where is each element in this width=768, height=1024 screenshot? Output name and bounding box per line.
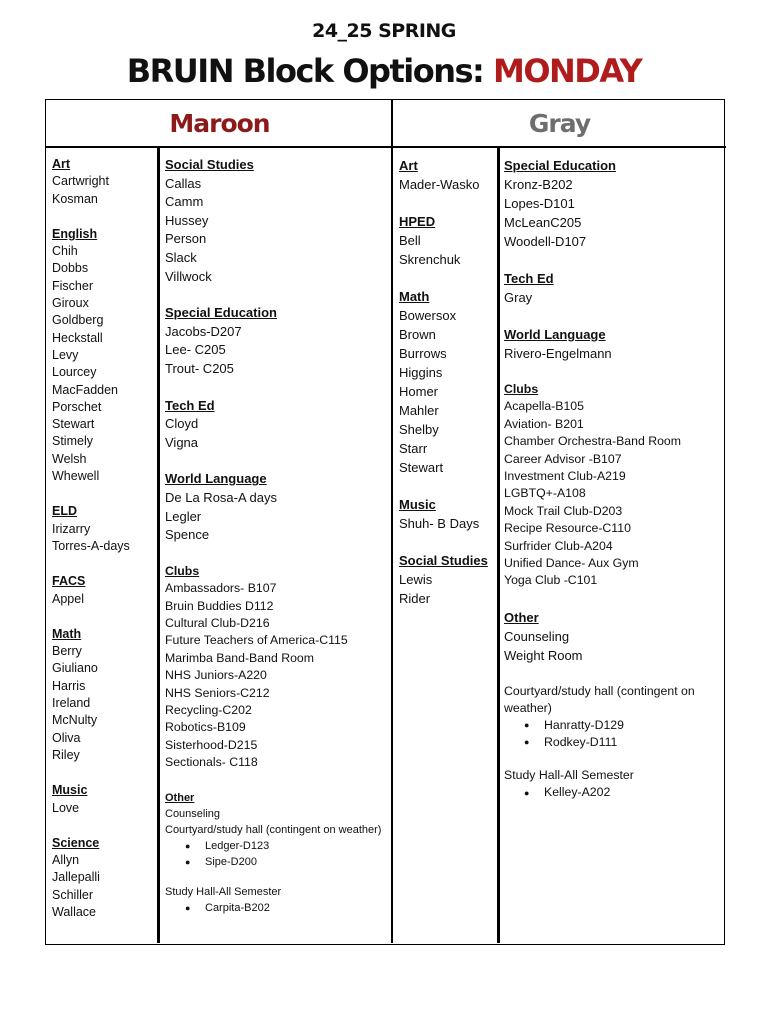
section-heading: Science [52, 835, 100, 850]
teacher-name: Callas [165, 175, 202, 191]
teacher-name: Jallepalli [52, 870, 100, 885]
teacher-name: Chih [52, 244, 78, 259]
section-world-language [165, 470, 389, 544]
block-options-table [45, 99, 725, 945]
club-entry: Future Teachers of America-C115 [165, 633, 348, 648]
courtyard-label: Courtyard/study hall (contingent on weather) [165, 823, 382, 836]
section-heading: FACS [52, 574, 86, 589]
teacher-name: Slack [165, 249, 197, 265]
section-special-education [165, 304, 389, 378]
teacher-name: Higgins [399, 365, 443, 380]
teacher-name: Schiller [52, 887, 93, 902]
section-heading: Other [165, 791, 195, 804]
section-heading: Math [52, 626, 82, 641]
section-math [399, 287, 499, 477]
list-item: ● Rodkey-D111 [526, 734, 722, 751]
gray-right-column [504, 156, 722, 802]
teacher-name: Kronz-B202 [504, 177, 573, 192]
maroon-left-column [52, 156, 156, 939]
teacher-name: Giroux [52, 296, 89, 311]
teacher-name: Stewart [399, 460, 444, 475]
teacher-name: Berry [52, 644, 82, 659]
club-entry: Bruin Buddies D112 [165, 598, 274, 613]
section-tech-ed [504, 269, 722, 307]
club-entry: Sectionals- C118 [165, 755, 258, 770]
club-entry: Unified Dance- Aux Gym [504, 556, 639, 571]
teacher-name: Homer [399, 384, 439, 399]
counseling-entry: Counseling [165, 807, 221, 820]
teacher-name: Gray [504, 290, 533, 305]
teacher-name: Bell [399, 233, 421, 248]
teacher-name: Burrows [399, 346, 447, 361]
section-heading: World Language [504, 327, 606, 342]
teacher-name: Dobbs [52, 261, 89, 276]
center-divider [391, 100, 393, 943]
teacher-name: Ireland [52, 696, 91, 711]
study-hall-label: Study Hall-All Semester [165, 885, 282, 898]
section-math [52, 626, 156, 764]
teacher-name: De La Rosa-A days [165, 489, 278, 505]
maroon-right-column [165, 156, 389, 916]
teacher-name: McLeanC205 [504, 215, 582, 230]
club-entry: NHS Juniors-A220 [165, 668, 267, 683]
section-heading: HPED [399, 214, 436, 229]
teacher-name: Starr [399, 441, 428, 456]
other-entry: Counseling [504, 628, 570, 644]
club-entry: Career Advisor -B107 [504, 451, 622, 466]
maroon-column-divider [157, 148, 160, 943]
teacher-name: Fischer [52, 278, 93, 293]
teacher-name: Rivero-Engelmann [504, 346, 612, 361]
teacher-name: Jacobs-D207 [165, 323, 242, 339]
teacher-name: McNulty [52, 713, 98, 728]
teacher-name: Wallace [52, 904, 96, 919]
teacher-name: Trout- C205 [165, 360, 234, 376]
other-entry: Weight Room [504, 647, 583, 663]
teacher-name: Cloyd [165, 416, 199, 432]
teacher-name: Shuh- B Days [399, 516, 480, 531]
section-heading: Special Education [504, 158, 616, 173]
courtyard-list [504, 717, 722, 752]
section-heading: English [52, 226, 98, 241]
list-item: ● Ledger-D123 [187, 838, 389, 854]
section-heading: Social Studies [399, 553, 488, 568]
section-art [399, 156, 499, 194]
title-day: MONDAY [492, 52, 642, 90]
section-art [52, 156, 156, 208]
section-tech-ed [165, 397, 389, 453]
study-hall-label: Study Hall-All Semester [504, 768, 634, 783]
teacher-name: Hussey [165, 212, 209, 228]
teacher-name: Stimely [52, 434, 93, 449]
teacher-name: Camm [165, 194, 204, 210]
section-heading: Math [399, 289, 430, 304]
club-entry: Yoga Club -C101 [504, 573, 598, 588]
section-facs [52, 573, 156, 608]
teacher-name: Lee- C205 [165, 342, 226, 358]
section-clubs [165, 563, 389, 772]
teacher-name: Love [52, 800, 80, 815]
title-prefix: BRUIN Block Options: [126, 52, 493, 90]
teacher-name: Riley [52, 747, 80, 762]
teacher-name: Kosman [52, 191, 98, 206]
teacher-name: Irizarry [52, 521, 91, 536]
club-entry: Chamber Orchestra-Band Room [504, 434, 682, 449]
club-entry: Sisterhood-D215 [165, 737, 258, 752]
club-entry: Robotics-B109 [165, 720, 246, 735]
teacher-name: Levy [52, 347, 79, 362]
teacher-name: Harris [52, 678, 86, 693]
study-hall-list [165, 900, 389, 916]
teacher-name: Rider [399, 591, 431, 606]
teacher-name: Spence [165, 527, 210, 543]
club-entry: Investment Club-A219 [504, 469, 626, 484]
club-entry: Mock Trail Club-D203 [504, 503, 623, 518]
teacher-name: Porschet [52, 399, 102, 414]
teacher-name: Cartwright [52, 174, 109, 189]
teacher-name: Person [165, 231, 207, 247]
teacher-name: Villwock [165, 268, 212, 284]
teacher-name: Brown [399, 327, 436, 342]
teacher-name: Vigna [165, 434, 199, 450]
teacher-name: Whewell [52, 469, 100, 484]
list-item: ● Carpita-B202 [187, 900, 389, 916]
courtyard-label: Courtyard/study hall (contingent on weather) [504, 683, 695, 715]
gray-header: Gray [393, 100, 726, 148]
section-world-language [504, 325, 722, 363]
study-hall-list [504, 784, 722, 801]
section-special-education [504, 156, 722, 251]
section-music [52, 782, 156, 817]
section-courtyard [504, 683, 722, 802]
list-item: ● Sipe-D200 [187, 854, 389, 870]
section-heading: Art [52, 157, 71, 171]
section-social-studies [399, 551, 499, 608]
club-entry: Surfrider Club-A204 [504, 538, 613, 553]
section-heading: Tech Ed [165, 397, 215, 413]
club-entry: NHS Seniors-C212 [165, 685, 270, 700]
club-entry: LGBTQ+-A108 [504, 486, 586, 501]
teacher-name: Skrenchuk [399, 252, 461, 267]
section-heading: World Language [165, 471, 267, 487]
section-eld [52, 503, 156, 555]
teacher-name: Legler [165, 508, 202, 524]
teacher-name: Lourcey [52, 365, 97, 380]
maroon-header: Maroon [46, 100, 393, 148]
section-hped [399, 212, 499, 269]
section-heading: Special Education [165, 305, 277, 321]
section-heading: Other [504, 609, 539, 625]
section-heading: Music [399, 497, 436, 512]
list-item: ● Hanratty-D129 [526, 717, 722, 734]
teacher-name: Appel [52, 591, 84, 606]
teacher-name: Allyn [52, 853, 80, 868]
section-heading: Art [399, 158, 418, 173]
section-heading: ELD [52, 504, 77, 519]
section-heading: Social Studies [165, 157, 254, 172]
club-entry: Cultural Club-D216 [165, 615, 270, 630]
section-other [165, 790, 389, 916]
club-entry: Aviation- B201 [504, 416, 584, 431]
teacher-name: Oliva [52, 730, 81, 745]
teacher-name: Giuliano [52, 661, 98, 676]
teacher-name: Mahler [399, 403, 439, 418]
section-other [504, 608, 722, 665]
section-science [52, 835, 156, 921]
club-entry: Recipe Resource-C110 [504, 521, 631, 536]
gray-left-column [399, 156, 499, 626]
list-item: ● Kelley-A202 [526, 784, 722, 801]
section-music [399, 495, 499, 533]
teacher-name: Woodell-D107 [504, 234, 587, 249]
club-entry: Recycling-C202 [165, 702, 252, 717]
section-clubs [504, 381, 722, 590]
section-heading: Clubs [504, 382, 539, 396]
club-entry: Marimba Band-Band Room [165, 650, 314, 665]
term-label: 24_25 SPRING [312, 20, 456, 42]
teacher-name: Lopes-D101 [504, 196, 575, 211]
teacher-name: MacFadden [52, 382, 119, 397]
page-title [0, 52, 768, 90]
teacher-name: Welsh [52, 451, 87, 466]
section-english [52, 226, 156, 485]
teacher-name: Torres-A-days [52, 538, 130, 553]
teacher-name: Shelby [399, 422, 439, 437]
teacher-name: Bowersox [399, 308, 457, 323]
courtyard-list [165, 838, 389, 870]
section-social-studies [165, 156, 389, 286]
teacher-name: Stewart [52, 417, 95, 432]
section-heading: Clubs [165, 563, 200, 578]
section-heading: Music [52, 783, 88, 798]
teacher-name: Mader-Wasko [399, 177, 480, 192]
section-heading: Tech Ed [504, 271, 554, 286]
teacher-name: Heckstall [52, 330, 103, 345]
club-entry: Ambassadors- B107 [165, 581, 277, 596]
teacher-name: Lewis [399, 572, 433, 587]
teacher-name: Goldberg [52, 313, 104, 328]
club-entry: Acapella-B105 [504, 399, 584, 414]
